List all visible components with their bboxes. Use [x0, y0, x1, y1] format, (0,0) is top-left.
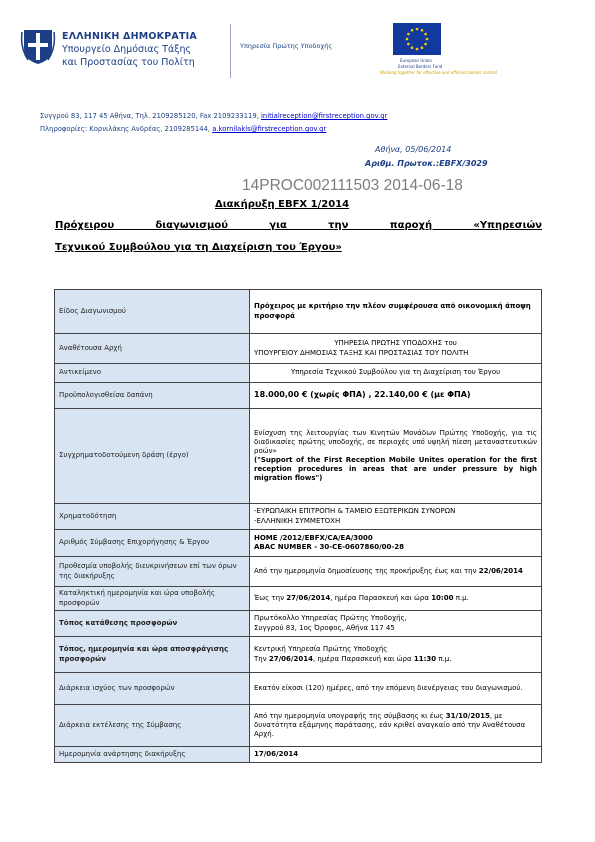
row-value-cofunded-action — [250, 409, 542, 504]
info-text: Πληροφορίες: Κορνιλάκης Ανδρέας, 2109285144, — [40, 125, 213, 133]
declaration-title: Διακήρυξη EBFX 1/2014 — [215, 199, 350, 210]
table-row — [55, 557, 542, 587]
opening-datetime — [254, 655, 537, 664]
row-value-subject: Υπηρεσία Τεχνικού Συμβούλου για τη Διαχείριση του Έργου — [250, 364, 542, 383]
row-value-grant-number — [250, 530, 542, 557]
row-value-budget: 18.000,00 € (χωρίς ΦΠΑ) , 22.140,00 € (με ΦΠΑ) — [250, 383, 542, 409]
row-value-contracting-authority — [250, 334, 542, 364]
clarifications-text: Από την ημερομηνία δημοσίευσης της προκήρυξης έως και την — [254, 566, 479, 575]
greek-coat-of-arms-icon — [20, 26, 56, 66]
email-link-initialreception[interactable]: initialreception@firstreception.gov.gr — [261, 112, 388, 120]
ministry-name-line1: Υπουργείο Δημόσιας Τάξης — [62, 44, 192, 55]
opening-suffix: π.μ. — [436, 654, 452, 663]
table-row — [55, 383, 542, 409]
duration-date: 31/10/2015 — [445, 711, 490, 720]
table-row — [55, 290, 542, 334]
row-value-offer-validity: Εκατόν είκοσι (120) ημέρες, από την επόμενη διενέργειας του διαγωνισμού. — [250, 673, 542, 705]
eu-flag-icon — [393, 23, 441, 55]
row-value-opening — [250, 637, 542, 673]
table-row — [55, 364, 542, 383]
opening-time: 11:30 — [413, 654, 437, 663]
submission-day: , ημέρα Παρασκευή και ώρα — [330, 593, 432, 602]
row-label-opening: Τόπος, ημερομηνία και ώρα αποσφράγισης προσφορών — [55, 637, 250, 673]
table-row — [55, 334, 542, 364]
subject-line2: Τεχνικού Συμβούλου για τη Διαχείριση του Έργου» — [55, 242, 342, 253]
table-row — [55, 673, 542, 705]
row-label-clarifications-deadline: Προθεσμία υποβολής διευκρινήσεων επί των όρων της διακήρυξης — [55, 557, 250, 587]
submission-time: 10:00 — [431, 593, 454, 602]
table-row — [55, 747, 542, 763]
authority-line1: ΥΠΗΡΕΣΙΑ ΠΡΩΤΗΣ ΥΠΟΔΟΧΗΣ του — [334, 339, 457, 348]
action-english-text: ("Support of the First Reception Mobile Unites operation for the first reception procedures in areas that are under pressure by high migration flows") — [254, 456, 537, 483]
tender-summary-table — [54, 289, 542, 763]
table-row — [55, 587, 542, 611]
authority-line2: ΥΠΟΥΡΓΕΙΟΥ ΔΗΜΟΣΙΑΣ ΤΑΞΗΣ ΚΑΙ ΠΡΟΣΤΑΣΙΑΣ ΤΟΥ ΠΟΛΙΤΗ — [254, 348, 469, 357]
row-label-submission-place: Τόπος κατάθεσης προσφορών — [55, 611, 250, 637]
row-label-contracting-authority: Αναθέτουσα Αρχή — [55, 334, 250, 364]
row-label-grant-number: Αριθμός Σύμβασης Επιχορήγησης & Έργου — [55, 530, 250, 557]
table-row — [55, 611, 542, 637]
opening-date: 27/06/2014 — [268, 654, 313, 663]
row-label-budget: Προϋπολογισθείσα δαπάνη — [55, 383, 250, 409]
grant-number-line2: ABAC NUMBER - 30-CE-0607860/00-28 — [254, 543, 405, 551]
opening-day: , ημέρα Παρασκευή και ώρα — [312, 654, 414, 663]
document-date: Αθήνα, 05/06/2014 — [375, 145, 452, 154]
opening-place: Κεντρική Υπηρεσία Πρώτης Υποδοχής — [254, 645, 388, 654]
subject-line1: Πρόχειρου διαγωνισμού για την παροχή «Υπηρεσιών — [55, 220, 542, 231]
opening-prefix: Την — [254, 654, 269, 663]
row-label-cofunded-action: Συγχρηματοδοτούμενη δράση (έργο) — [55, 409, 250, 504]
submission-date: 27/06/2014 — [286, 593, 331, 602]
row-value-submission-place — [250, 611, 542, 637]
protocol-number: Αριθμ. Πρωτοκ.:EBFX/3029 — [365, 159, 488, 168]
submission-suffix: π.μ. — [453, 593, 469, 602]
action-greek-text: Ενίσχυση της λειτουργίας των Κινητών Μονάδων Πρώτης Υποδοχής, για τις διαδικασίες πρώτης υποδοχής, σε περιοχές υπό υψηλή πίεση μεταναστευτικών ροών» — [254, 428, 537, 455]
grant-number-line1: HOME /2012/EBFX/CA/EA/3000 — [254, 533, 373, 542]
row-value-submission-deadline — [250, 587, 542, 611]
row-value-posting-date: 17/06/2014 — [250, 747, 542, 763]
place-line2: Συγγρού 83, 1ος Όροφος, Αθήνα 117 45 — [254, 623, 395, 632]
table-row — [55, 409, 542, 504]
government-title: ΕΛΛΗΝΙΚΗ ΔΗΜΟΚΡΑΤΙΑ — [62, 31, 197, 42]
clarifications-date: 22/06/2014 — [478, 566, 523, 575]
address-text: Συγγρού 83, 117 45 Αθήνα, Τηλ. 2109285120, Fax 2109233119, — [40, 112, 262, 120]
registry-stamp: 14PROC002111503 2014-06-18 — [242, 177, 463, 194]
contact-info-line — [40, 125, 326, 133]
funding-line1: -ΕΥΡΩΠΑΙΚΗ ΕΠΙΤΡΟΠΗ & ΤΑΜΕΙΟ ΕΞΩΤΕΡΙΚΩΝ ΣΥΝΟΡΩΝ — [254, 507, 456, 516]
eu-fund-label: External Borders Fund — [398, 64, 443, 69]
email-link-kornilakis[interactable]: a.kornilakis@firstreception.gov.gr — [212, 125, 327, 133]
row-label-funding: Χρηματοδότηση — [55, 504, 250, 530]
table-row — [55, 637, 542, 673]
funding-line2: -ΕΛΛΗΝΙΚΗ ΣΥΜΜΕΤΟΧΗ — [254, 516, 341, 525]
row-label-offer-validity: Διάρκεια ισχύος των προσφορών — [55, 673, 250, 705]
eu-label: European Union — [400, 58, 432, 63]
row-label-subject: Αντικείμενο — [55, 364, 250, 383]
ministry-name-line2: και Προστασίας του Πολίτη — [62, 57, 195, 68]
table-row — [55, 504, 542, 530]
table-row — [55, 530, 542, 557]
row-value-clarifications-deadline — [250, 557, 542, 587]
duration-suffix: , με δυνατότητα εξάμηνης παράτασης, εάν κριθεί αναγκαίο από την Αναθέτουσα Αρχή. — [254, 711, 526, 739]
row-label-contract-duration: Διάρκεια εκτέλεσης της Σύμβασης — [55, 705, 250, 747]
table-row — [55, 705, 542, 747]
row-label-tender-type: Είδος Διαγωνισμού — [55, 290, 250, 334]
row-label-submission-deadline: Καταληκτική ημερομηνία και ώρα υποβολής προσφορών — [55, 587, 250, 611]
row-label-posting-date: Ημερομηνία ανάρτησης διακήρυξης — [55, 747, 250, 763]
service-name: Υπηρεσία Πρώτης Υποδοχής — [240, 42, 333, 50]
eu-motto: Working together for effective and efficient border control — [380, 70, 497, 75]
place-line1: Πρωτόκολλο Υπηρεσίας Πρώτης Υποδοχής, — [254, 614, 407, 623]
duration-prefix: Από την ημερομηνία υπογραφής της σύμβασης κι έως — [254, 711, 446, 720]
header-divider — [230, 24, 231, 78]
submission-prefix: Έως την — [254, 593, 287, 602]
contact-address-line — [40, 112, 387, 120]
row-value-funding — [250, 504, 542, 530]
row-value-tender-type: Πρόχειρος με κριτήριο την πλέον συμφέρουσα από οικονομική άποψη προσφορά — [250, 290, 542, 334]
row-value-contract-duration — [250, 705, 542, 747]
